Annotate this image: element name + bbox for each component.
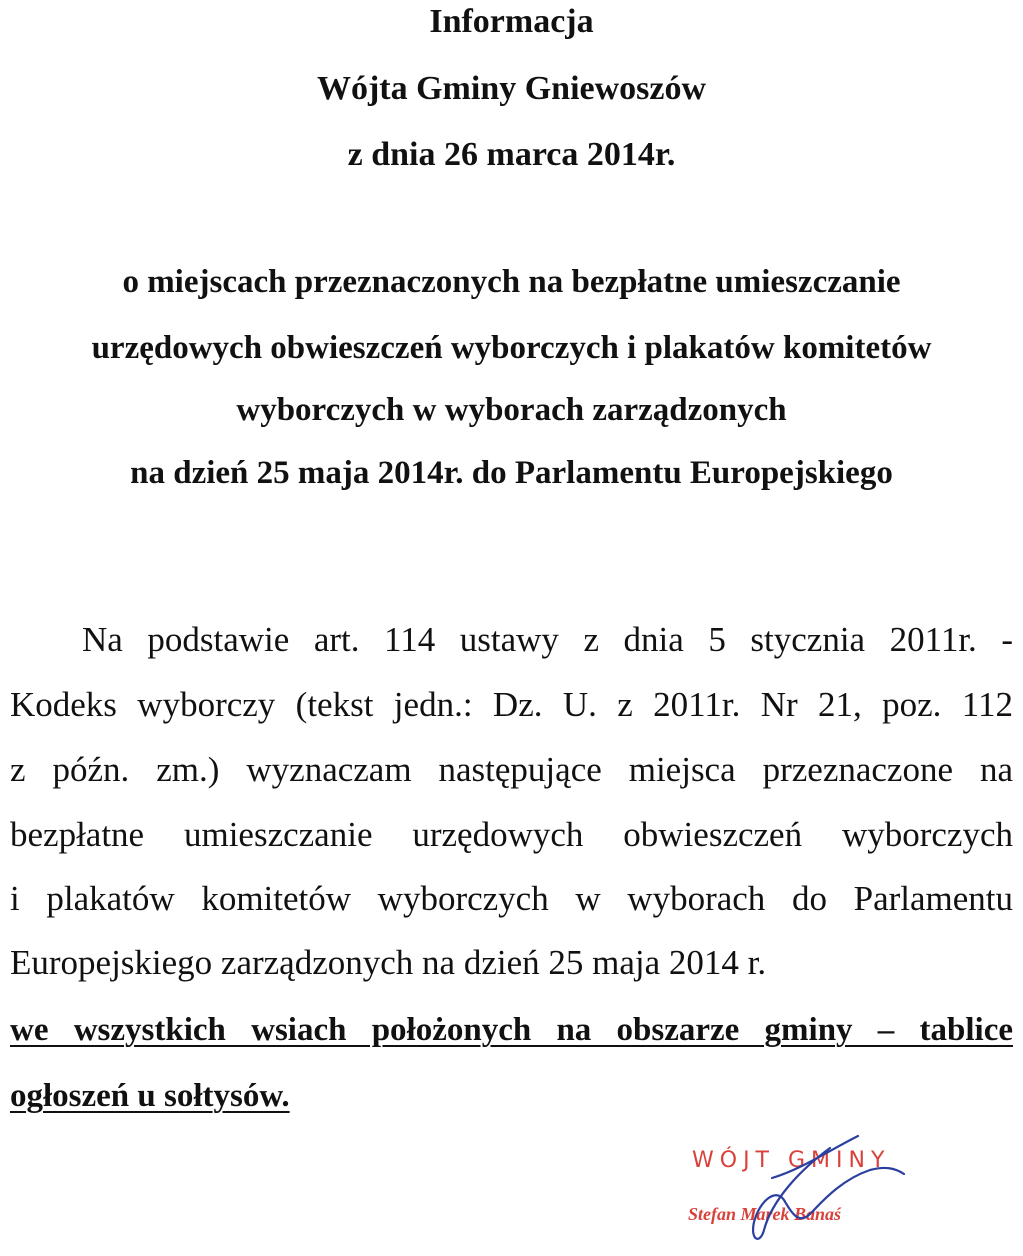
body-line-4: bezpłatne umieszczanie urzędowych obwieszczeń wyborczych <box>10 815 1013 854</box>
body-line-5: i plakatów komitetów wyborczych w wyborach do Parlamentu <box>10 879 1013 918</box>
body-line-2: Kodeks wyborczy (tekst jedn.: Dz. U. z 2011r. Nr 21, poz. 112 <box>10 685 1013 724</box>
stamp-title: WÓJT GMINY <box>692 1148 891 1173</box>
body-line-3: z późn. zm.) wyznaczam następujące miejsca przeznaczone na <box>10 750 1013 789</box>
document-title: Informacja <box>429 3 594 40</box>
document-issuer: Wójta Gminy Gniewoszów <box>316 70 707 107</box>
subject-line-3: wyborczych w wyborach zarządzonych <box>236 392 787 428</box>
signature-icon <box>680 1130 920 1250</box>
subject-line-1: o miejscach przeznaczonych na bezpłatne umieszczanie <box>122 264 901 300</box>
subject-line-2: urzędowych obwieszczeń wyborczych i plakatów komitetów <box>91 330 932 366</box>
official-stamp <box>680 1130 920 1250</box>
stamp-name: Stefan Marek Banaś <box>688 1204 842 1224</box>
body-line-6: Europejskiego zarządzonych na dzień 25 maja 2014 r. <box>10 943 767 982</box>
body-line-1: Na podstawie art. 114 ustawy z dnia 5 stycznia 2011r. - <box>82 620 1013 659</box>
document-date: z dnia 26 marca 2014r. <box>347 136 676 173</box>
emphasis-line-1: we wszystkich wsiach położonych na obszarze gminy – tablice <box>10 1012 1013 1048</box>
emphasis-line-2: ogłoszeń u sołtysów. <box>10 1078 290 1114</box>
subject-line-4: na dzień 25 maja 2014r. do Parlamentu Europejskiego <box>130 455 893 491</box>
